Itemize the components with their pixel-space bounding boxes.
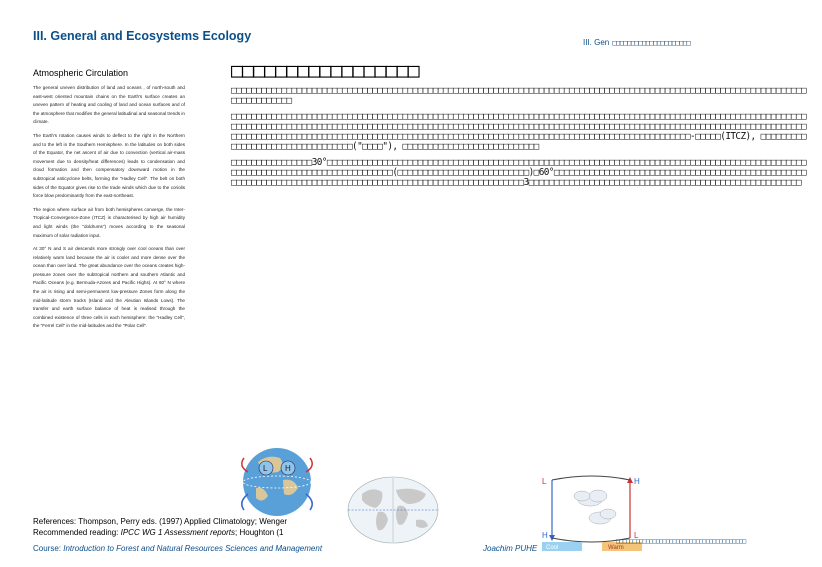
paragraph: The region where surface air from both hemispheres converge, the Inter-Tropical-Convergence-Zone (ITCZ) is characterised by high air humidity and light winds (the "doldrums") moves according to the seasonal maximum of solar radiation input. [33, 206, 185, 238]
recommended-prefix: Recommended reading: [33, 528, 121, 537]
low-pressure-label: L [542, 477, 547, 486]
world-map-figure [344, 472, 442, 548]
recommended-title: IPCC WG 1 Assessment reports [120, 528, 236, 537]
translated-section-heading: □□□□□□□□□□□□□□□□□ [231, 58, 419, 82]
translated-paragraph: □□□□□□□□□□□□□□□□□□□□□□□□□□□□□□□□□□□□□□□□□□□□□□□□□□□□□□□□□□□□□□□□□□□□□□□□□□□□□□□□□□□□□□□□□□□□□□□□□□□□□□□□□□□□□□□□□□□□□□□□□□□□□□□□□□□□□□□□□□□□□□□□□□□□□□□□□□□□□□□□□□□□□□□□□□□□□□□□□□□□□□□□□□□□□□□□□□□□□□□□□□□□□□□□□□□□□□□□□□□□□□□□□□□□□□□□□□□□□□□□□□□□□□□□□□□□□□□□□□□□□□□□□□□□□□□□□□□□□□□□□□□□□□□□□□□□□□□□□□□□□□□□□□□□□□□□□□□□□□□-□□□□□(ITCZ), □□□□□□□□□□□□□□□□□□□□□□□□□□□□□□□□□("□□□□"), □□□□□□□□□□□□□□□□□□□□□□□□□□□ [231, 111, 807, 152]
translated-paragraph: □□□□□□□□□□□□□□□□30°□□□□□□□□□□□□□□□□□□□□□□□□□□□□□□□□□□□□□□□□□□□□□□□□□□□□□□□□□□□□□□□□□□□□□□□□□□□□□□□□□□□□□□□□□□□□□□□□□□□□□□□□□□□□□□□□□□□□□□□□□□□□□□□(□□□□□□□□□□□□□□□□□□□□□□□□□□)□60°□□□□□□□□□□□□□□□□□□□□□□□□□□□□□□□□□□□□□□□□□□□□□□□□□□□□□□□□□□□□□□□□□□□□□□□□□□□□□□□□□□□□□□□□□□□□□□□□□□□□□□□□□□□□3□□□□□□□□□□□□□□□□□□□□□□□□□□□□□□□□□□□□□□□□□□□□□□□□□□□□□□ [231, 157, 807, 188]
recommended-reading-line [33, 527, 287, 538]
translated-label: III. Gen [583, 38, 610, 47]
paragraph: At 30° N and S air descends more strongly over cool oceans than over relatively warm land because the air is cooler and more dense over the ocean than over land. The great abundance over the oceans creates high-pressure zones over the subtropical northern and southern Atlantic and Pacific Oceans (e.g. Bermuda-Azores and Pacific Highs). At 60° N where the air is rising and semi-permanent low-pressure Zones form along the mid-latitude storm tracks (Island and the Aleutian Islands Lows). The transfer and earth surface balance of heat is realised through the combined existence of three cells in each hemisphere: the "Hadley Cell", the "Ferrel Cell" in the mid-latitudes and the "Polar Cell". [33, 246, 185, 329]
slide-title-translated [583, 38, 690, 47]
paragraph: The general uneven distribution of land and oceans , of north-south and east-west oriented mountain chains on the Earth's surface creates an uneven pattern of heating and cooling of land and ocean surfaces and of the atmosphere that modifies the general latitudinal and seasonal trends in climate. [33, 85, 185, 125]
warm-label: Warm [608, 545, 624, 551]
english-column [33, 68, 185, 336]
course-title: Introduction to Forest and Natural Resources Sciences and Management [63, 544, 323, 553]
cool-label: Cool [546, 545, 559, 551]
translated-column [231, 86, 809, 194]
globe-circulation-figure [228, 432, 326, 524]
course-footer [33, 544, 322, 553]
references-block [33, 516, 287, 538]
low-pressure-label: L [634, 531, 639, 540]
course-prefix: Course: [33, 544, 64, 553]
references-line: References: Thompson, Perry eds. (1997) Applied Climatology; Wenger [33, 517, 288, 526]
high-pressure-label: H [542, 531, 548, 540]
recommended-suffix: ; Houghton (1 [235, 528, 284, 537]
low-pressure-label: L [263, 464, 268, 473]
institution-glyphs: □□□□□□□□□□□□□□□□□□□□□□□□□□□□□□□□□□□□□□□ [616, 538, 746, 545]
paragraph: The Earth's rotation causes winds to deflect to the right in the Northern and to the left in the Southern Hemisphere. In the latitudes on both sides of the Equator, the net ascent of air due to convection (vertical air-mass movement due to density/heat differences) leads to condensation and cloud formation and then compensatory downward motion in the subtropical anticyclone belts, forming the "Hadley Cell". The belt on both sides of the Equator gives rise to the trade winds which due to the coriolis force blow predominantly from the east-northeast. [33, 132, 185, 199]
high-pressure-label: H [634, 477, 640, 486]
slide-title: III. General and Ecosystems Ecology [33, 29, 252, 43]
author-name: Joachim PUHE [483, 544, 538, 553]
translated-paragraph: □□□□□□□□□□□□□□□□□□□□□□□□□□□□□□□□□□□□□□□□□□□□□□□□□□□□□□□□□□□□□□□□□□□□□□□□□□□□□□□□□□□□□□□□□□□□□□□□□□□□□□□□□□□□□□□□□□□□□□□□□□□□□□ [231, 85, 807, 106]
high-pressure-label: H [285, 464, 291, 473]
translated-title-glyphs: □□□□□□□□□□□□□□□□□□□□□ [612, 38, 691, 47]
section-heading: Atmospheric Circulation [33, 68, 129, 78]
